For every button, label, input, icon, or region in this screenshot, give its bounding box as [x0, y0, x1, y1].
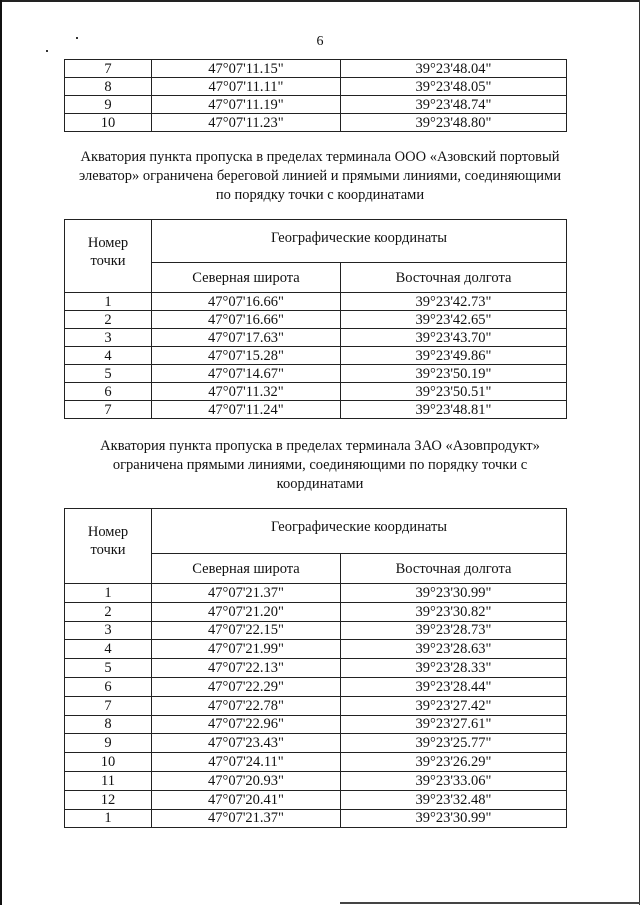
east-longitude-cell: 39°23'48.05" [341, 78, 567, 96]
north-latitude-cell: 47°07'16.66" [152, 293, 341, 311]
north-latitude-cell: 47°07'15.28" [152, 347, 341, 365]
point-number-cell: 7 [65, 60, 152, 78]
table-row [65, 114, 567, 132]
point-number-cell: 7 [65, 401, 152, 419]
header-geo-coordinates: Географические координаты [152, 220, 567, 263]
east-longitude-cell: 39°23'32.48" [341, 790, 567, 809]
header-east-longitude: Восточная долгота [341, 263, 567, 293]
table-row [65, 78, 567, 96]
north-latitude-cell: 47°07'11.32" [152, 383, 341, 401]
east-longitude-cell: 39°23'42.65" [341, 311, 567, 329]
north-latitude-cell: 47°07'17.63" [152, 329, 341, 347]
east-longitude-cell: 39°23'33.06" [341, 771, 567, 790]
point-number-cell: 11 [65, 771, 152, 790]
point-number-cell: 3 [65, 329, 152, 347]
east-longitude-cell: 39°23'30.99" [341, 809, 567, 828]
point-number-cell: 1 [65, 584, 152, 603]
east-longitude-cell: 39°23'25.77" [341, 734, 567, 753]
north-latitude-cell: 47°07'21.20" [152, 602, 341, 621]
table-row [65, 584, 567, 603]
north-latitude-cell: 47°07'14.67" [152, 365, 341, 383]
point-number-cell: 4 [65, 347, 152, 365]
table-row [65, 311, 567, 329]
table-row [65, 60, 567, 78]
table-row [65, 329, 567, 347]
table-row [65, 734, 567, 753]
east-longitude-cell: 39°23'43.70" [341, 329, 567, 347]
page-number: 6 [316, 34, 324, 49]
caption-line: элеватор» ограничена береговой линией и прямыми линиями, соединяющими [79, 168, 561, 184]
north-latitude-cell: 47°07'22.15" [152, 621, 341, 640]
point-number-cell: 8 [65, 78, 152, 96]
north-latitude-cell: 47°07'22.78" [152, 696, 341, 715]
north-latitude-cell: 47°07'16.66" [152, 311, 341, 329]
table-row [65, 365, 567, 383]
east-longitude-cell: 39°23'27.61" [341, 715, 567, 734]
north-latitude-cell: 47°07'11.15" [152, 60, 341, 78]
header-text: точки [90, 542, 126, 558]
north-latitude-cell: 47°07'11.23" [152, 114, 341, 132]
header-geo-coordinates: Географические координаты [152, 509, 567, 554]
table-row [65, 602, 567, 621]
point-number-cell: 6 [65, 383, 152, 401]
table-row [65, 621, 567, 640]
scan-speck [46, 50, 48, 52]
table-row [65, 696, 567, 715]
point-number-cell: 4 [65, 640, 152, 659]
east-longitude-cell: 39°23'49.86" [341, 347, 567, 365]
coordinates-table-continued [64, 59, 567, 132]
point-number-cell: 3 [65, 621, 152, 640]
east-longitude-cell: 39°23'48.80" [341, 114, 567, 132]
east-longitude-cell: 39°23'48.74" [341, 96, 567, 114]
east-longitude-cell: 39°23'28.63" [341, 640, 567, 659]
east-longitude-cell: 39°23'27.42" [341, 696, 567, 715]
north-latitude-cell: 47°07'20.41" [152, 790, 341, 809]
north-latitude-cell: 47°07'22.96" [152, 715, 341, 734]
north-latitude-cell: 47°07'11.19" [152, 96, 341, 114]
point-number-cell: 2 [65, 311, 152, 329]
east-longitude-cell: 39°23'50.19" [341, 365, 567, 383]
east-longitude-cell: 39°23'48.81" [341, 401, 567, 419]
north-latitude-cell: 47°07'23.43" [152, 734, 341, 753]
header-text: Номер [87, 235, 129, 251]
north-latitude-cell: 47°07'21.37" [152, 809, 341, 828]
north-latitude-cell: 47°07'11.24" [152, 401, 341, 419]
table-row [65, 640, 567, 659]
north-latitude-cell: 47°07'22.29" [152, 677, 341, 696]
table-row [65, 771, 567, 790]
point-number-cell: 5 [65, 365, 152, 383]
table-row [65, 715, 567, 734]
east-longitude-cell: 39°23'50.51" [341, 383, 567, 401]
east-longitude-cell: 39°23'28.44" [341, 677, 567, 696]
table-row [65, 809, 567, 828]
point-number-cell: 8 [65, 715, 152, 734]
section-caption-azov-elevator [40, 148, 600, 205]
table-row [65, 659, 567, 678]
north-latitude-cell: 47°07'21.37" [152, 584, 341, 603]
section-caption-azovprodukt [40, 437, 600, 494]
table-row [65, 753, 567, 772]
header-north-latitude: Северная широта [152, 554, 341, 584]
table-row [65, 677, 567, 696]
point-number-cell: 9 [65, 734, 152, 753]
point-number-cell: 1 [65, 809, 152, 828]
east-longitude-cell: 39°23'42.73" [341, 293, 567, 311]
caption-line: Акватория пункта пропуска в пределах терминала ЗАО «Азовпродукт» [100, 438, 540, 454]
header-point-number [65, 220, 152, 293]
north-latitude-cell: 47°07'11.11" [152, 78, 341, 96]
table-row [65, 347, 567, 365]
point-number-cell: 10 [65, 753, 152, 772]
caption-line: ограничена прямыми линиями, соединяющими по порядку точки с [112, 457, 528, 473]
table-row [65, 401, 567, 419]
point-number-cell: 6 [65, 677, 152, 696]
point-number-cell: 12 [65, 790, 152, 809]
north-latitude-cell: 47°07'22.13" [152, 659, 341, 678]
east-longitude-cell: 39°23'28.73" [341, 621, 567, 640]
point-number-cell: 1 [65, 293, 152, 311]
point-number-cell: 7 [65, 696, 152, 715]
north-latitude-cell: 47°07'24.11" [152, 753, 341, 772]
header-point-number [65, 509, 152, 584]
point-number-cell: 2 [65, 602, 152, 621]
scan-border-top [0, 0, 640, 2]
point-number-cell: 5 [65, 659, 152, 678]
coordinates-table-azov-elevator [64, 219, 567, 419]
caption-line: по порядку точки с координатами [215, 187, 425, 203]
scan-border-bottom [340, 902, 640, 904]
header-text: точки [90, 253, 126, 269]
header-east-longitude: Восточная долгота [341, 554, 567, 584]
caption-line: координатами [276, 476, 364, 492]
east-longitude-cell: 39°23'48.04" [341, 60, 567, 78]
table-row [65, 790, 567, 809]
caption-line: Акватория пункта пропуска в пределах терминала ООО «Азовский портовый [80, 149, 560, 165]
east-longitude-cell: 39°23'26.29" [341, 753, 567, 772]
table-row [65, 293, 567, 311]
header-north-latitude: Северная широта [152, 263, 341, 293]
north-latitude-cell: 47°07'21.99" [152, 640, 341, 659]
east-longitude-cell: 39°23'28.33" [341, 659, 567, 678]
point-number-cell: 9 [65, 96, 152, 114]
scan-border-left [0, 0, 2, 905]
table-row [65, 383, 567, 401]
coordinates-table-azovprodukt [64, 508, 567, 828]
east-longitude-cell: 39°23'30.82" [341, 602, 567, 621]
point-number-cell: 10 [65, 114, 152, 132]
east-longitude-cell: 39°23'30.99" [341, 584, 567, 603]
header-text: Номер [87, 524, 129, 540]
table-row [65, 96, 567, 114]
north-latitude-cell: 47°07'20.93" [152, 771, 341, 790]
